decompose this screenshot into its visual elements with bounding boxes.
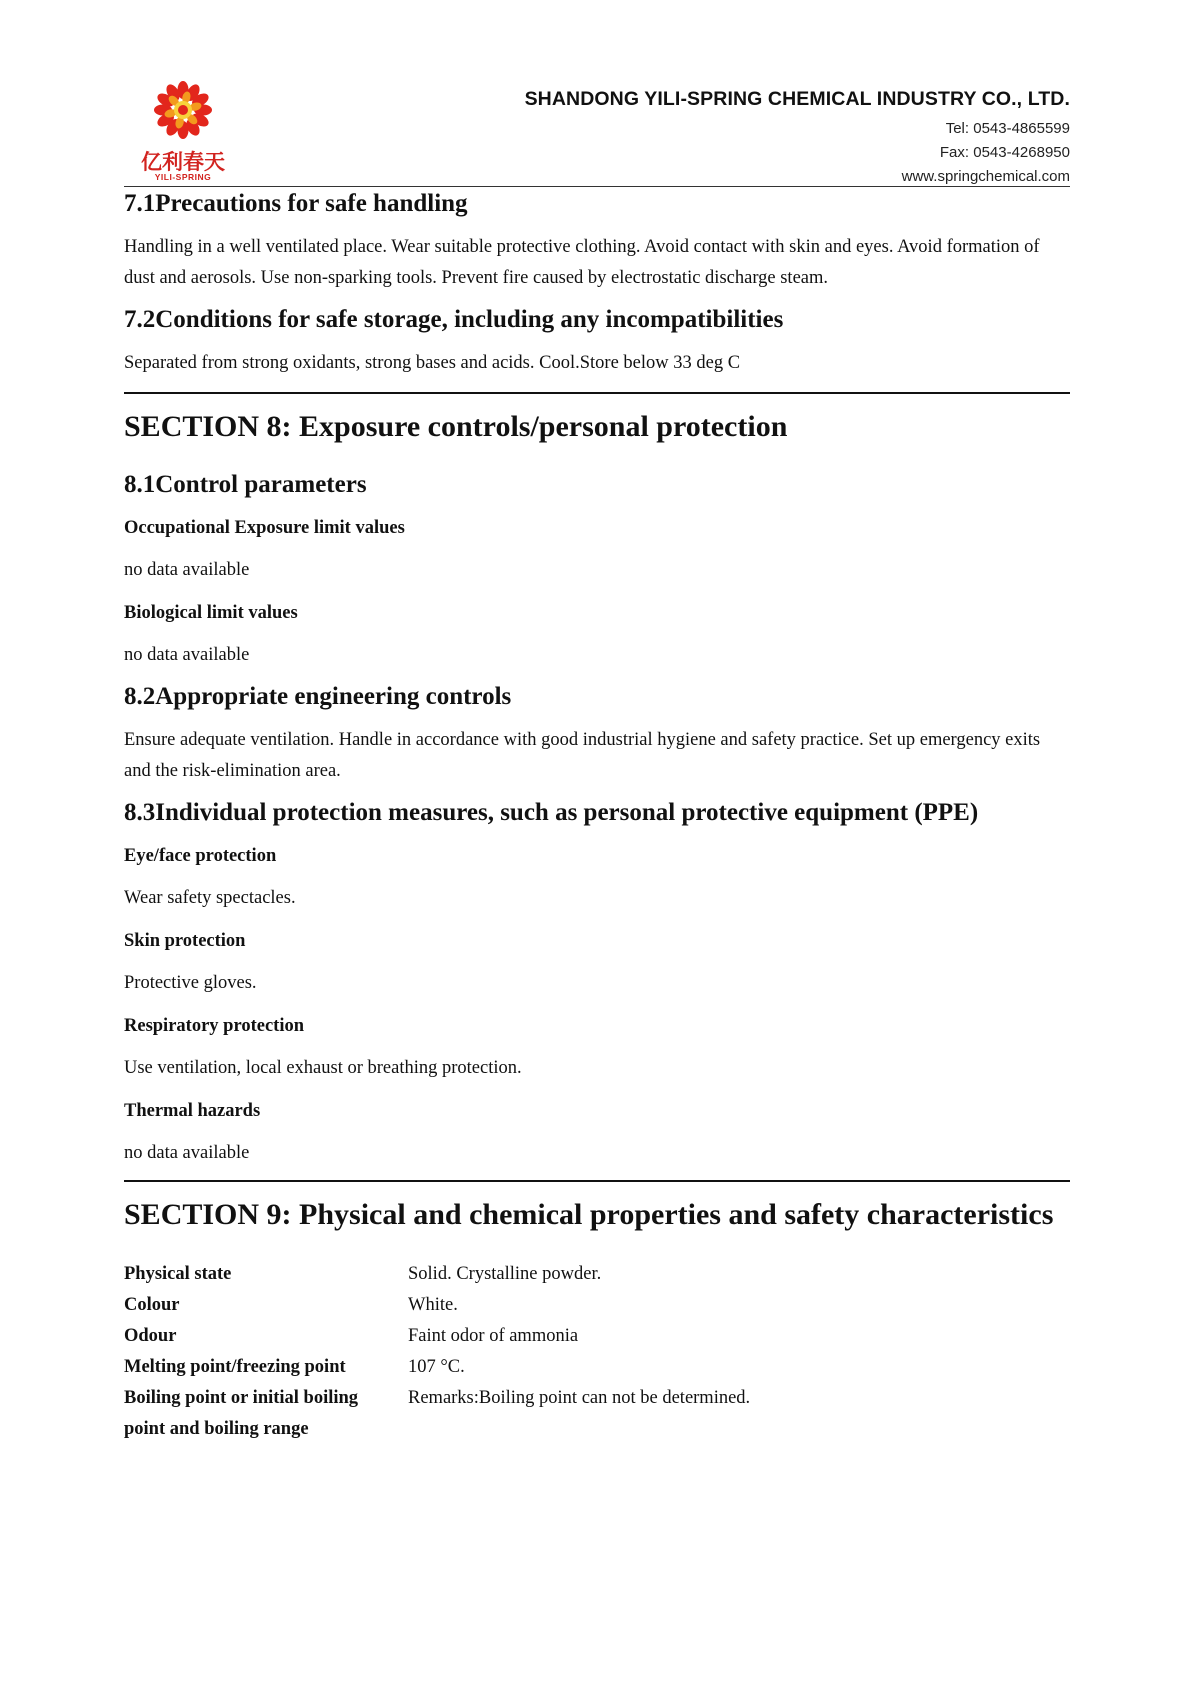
table-row [124, 1383, 750, 1445]
property-label: Colour [124, 1295, 180, 1315]
section-7-1-body: Handling in a well ventilated place. Wear suitable protective clothing. Avoid contact with skin and eyes. Avoid formation of dust and aerosols. Use non-sparking tools. Prevent fire caused by electrostatic discharge steam. [124, 237, 1040, 288]
table-row [124, 1321, 750, 1352]
property-value: White. [408, 1295, 458, 1315]
property-value: 107 °C. [408, 1357, 465, 1377]
property-value: Solid. Crystalline powder. [408, 1264, 602, 1284]
company-fax: Fax: 0543-4268950 [939, 144, 1070, 161]
section-8-3-title: 8.3Individual protection measures, such as personal protective equipment (PPE) [124, 799, 979, 826]
section-7-2-title: 7.2Conditions for safe storage, including any incompatibilities [124, 306, 784, 333]
logo-chinese-text: 亿利春天 [141, 150, 225, 174]
company-info [525, 88, 1070, 189]
property-label: Odour [124, 1326, 177, 1346]
skin-protection-label: Skin protection [124, 931, 246, 951]
section-7-2-body: Separated from strong oxidants, strong bases and acids. Cool.Store below 33 deg C [124, 353, 741, 373]
table-row [124, 1290, 750, 1321]
company-name: SHANDONG YILI-SPRING CHEMICAL INDUSTRY CO., LTD. [524, 88, 1070, 110]
company-tel: Tel: 0543-4865599 [945, 120, 1070, 137]
respiratory-protection-label: Respiratory protection [124, 1016, 304, 1036]
section-8-1-title: 8.1Control parameters [124, 471, 367, 498]
section-7-1-title: 7.1Precautions for safe handling [124, 190, 468, 217]
blv-label: Biological limit values [124, 603, 298, 623]
property-label: Boiling point or initial boiling point and boiling range [124, 1388, 359, 1439]
oel-value: no data available [124, 560, 250, 580]
company-logo [138, 80, 228, 182]
properties-table [124, 1259, 750, 1445]
table-row [124, 1352, 750, 1383]
eye-protection-label: Eye/face protection [124, 846, 277, 866]
property-value: Faint odor of ammonia [408, 1326, 579, 1346]
property-label: Melting point/freezing point [124, 1357, 346, 1377]
skin-protection-value: Protective gloves. [124, 973, 257, 993]
blv-value: no data available [124, 645, 250, 665]
section-8-title: SECTION 8: Exposure controls/personal protection [124, 410, 788, 443]
property-label: Physical state [124, 1264, 232, 1284]
section-divider [124, 392, 1070, 394]
page-header [124, 0, 1070, 187]
oel-label: Occupational Exposure limit values [124, 518, 405, 538]
section-9-title: SECTION 9: Physical and chemical properties and safety characteristics [124, 1198, 1054, 1231]
logo-english-text: YILI-SPRING [154, 172, 212, 182]
table-row [124, 1259, 750, 1290]
property-value: Remarks:Boiling point can not be determined. [408, 1388, 751, 1408]
thermal-hazards-value: no data available [124, 1143, 250, 1163]
sunflower-logo-icon [153, 80, 213, 140]
company-website: www.springchemical.com [901, 168, 1070, 185]
section-8-2-title: 8.2Appropriate engineering controls [124, 683, 512, 710]
section-divider [124, 1180, 1070, 1182]
eye-protection-value: Wear safety spectacles. [124, 888, 296, 908]
document-page [124, 0, 1070, 1445]
section-8-2-body: Ensure adequate ventilation. Handle in accordance with good industrial hygiene and safety practice. Set up emergency exits and the risk-elimination area. [124, 730, 1041, 781]
respiratory-protection-value: Use ventilation, local exhaust or breathing protection. [124, 1058, 522, 1078]
thermal-hazards-label: Thermal hazards [124, 1101, 261, 1121]
